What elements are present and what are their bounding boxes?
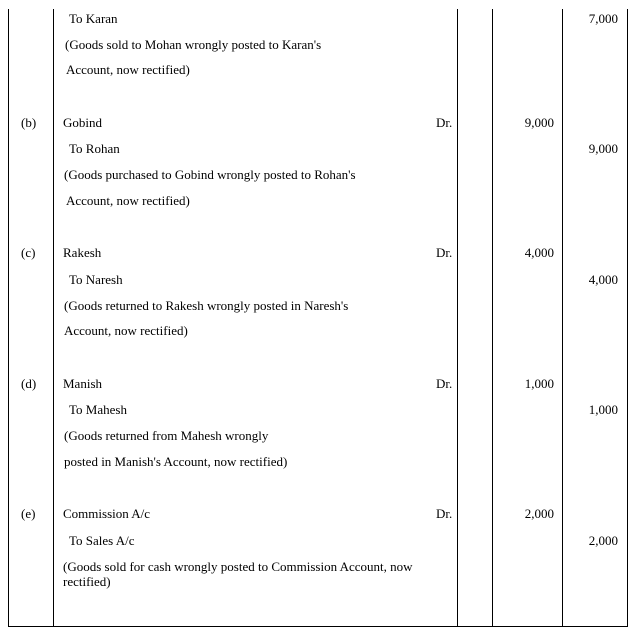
credit-amount: 9,000 <box>588 141 618 156</box>
debit-account: Rakesh <box>63 245 102 260</box>
narration-line: posted in Manish's Account, now rectified) <box>64 454 288 469</box>
entry-label: (d) <box>21 376 37 391</box>
entry-label: (e) <box>21 506 36 521</box>
credit-amount: 2,000 <box>588 533 618 548</box>
debit-amount: 9,000 <box>524 115 554 130</box>
credit-account: To Mahesh <box>69 402 127 417</box>
debit-account: Commission A/c <box>63 506 151 521</box>
debit-amount: 2,000 <box>524 506 554 521</box>
narration: (Goods sold for cash wrongly posted to Commission Account, now rectified) <box>63 559 413 589</box>
narration-line: Account, now rectified) <box>66 193 190 208</box>
debit-account: Gobind <box>63 115 102 130</box>
dr-mark: Dr. <box>436 245 453 260</box>
column-rule-left <box>8 9 9 627</box>
narration-line: (Goods returned to Rakesh wrongly posted in Naresh's <box>64 298 349 313</box>
credit-amount: 4,000 <box>588 272 618 287</box>
credit-account: To Karan <box>69 11 118 26</box>
column-rule-debit <box>562 9 563 627</box>
column-rule-right <box>627 9 628 627</box>
table-bottom-rule <box>8 626 628 627</box>
narration-line: (Goods returned from Mahesh wrongly <box>64 428 269 443</box>
narration-line: Account, now rectified) <box>66 62 190 77</box>
entry-label: (b) <box>21 115 37 130</box>
debit-amount: 4,000 <box>524 245 554 260</box>
column-rule-lf-left <box>457 9 458 627</box>
credit-amount: 1,000 <box>588 402 618 417</box>
debit-account: Manish <box>63 376 102 391</box>
narration-line: (Goods purchased to Gobind wrongly posted to Rohan's <box>64 167 356 182</box>
narration-line: (Goods sold to Mohan wrongly posted to Karan's <box>65 37 322 52</box>
dr-mark: Dr. <box>436 115 453 130</box>
credit-account: To Rohan <box>69 141 120 156</box>
column-rule-date <box>53 9 54 627</box>
dr-mark: Dr. <box>436 506 453 521</box>
column-rule-lf-right <box>492 9 493 627</box>
credit-account: To Sales A/c <box>69 533 135 548</box>
credit-amount: 7,000 <box>588 11 618 26</box>
dr-mark: Dr. <box>436 376 453 391</box>
entry-label: (c) <box>21 245 36 260</box>
debit-amount: 1,000 <box>524 376 554 391</box>
narration-line: Account, now rectified) <box>64 323 188 338</box>
credit-account: To Naresh <box>69 272 123 287</box>
